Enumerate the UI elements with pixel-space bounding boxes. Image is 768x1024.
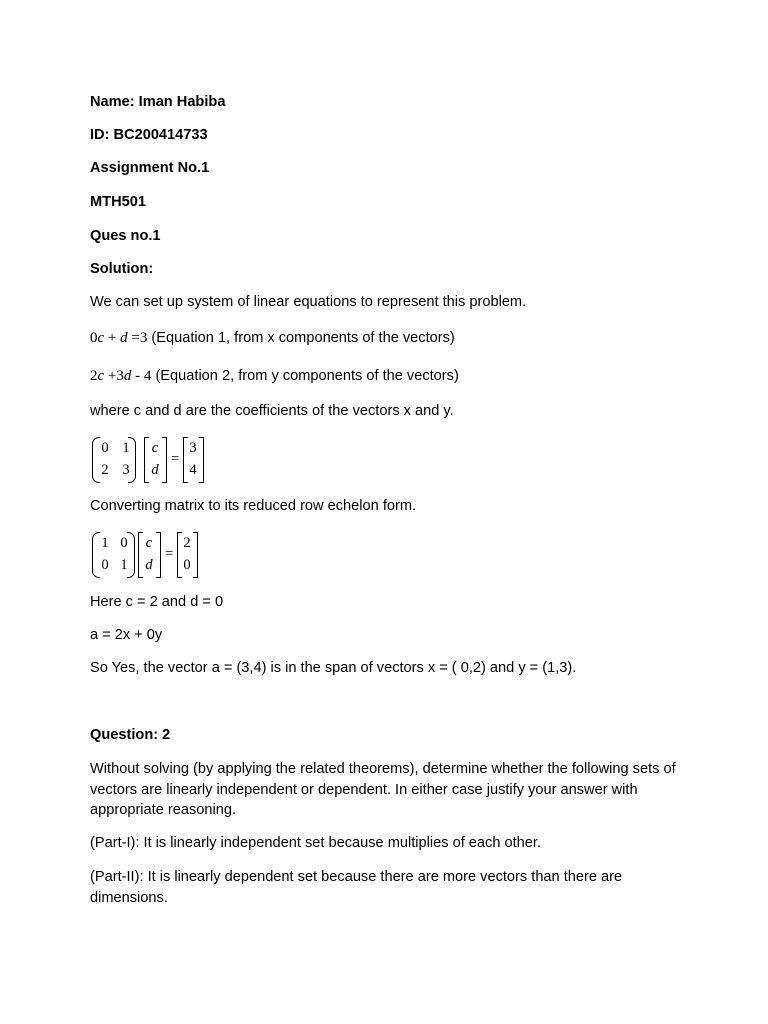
a-equation: a = 2x + 0y <box>90 627 163 643</box>
vector-cell: c <box>145 535 153 551</box>
name-line: Name: Iman Habiba <box>90 94 226 110</box>
matrix-cell: 0 <box>101 440 109 456</box>
matrix-cell: 0 <box>120 535 128 551</box>
solution-heading: Solution: <box>90 261 154 277</box>
matrix-cell: 1 <box>101 535 109 551</box>
equation-1-description: (Equation 1, from x components of the vectors) <box>147 330 455 346</box>
part-2-answer: (Part-II): It is linearly dependent set because there are more vectors than there are dimensions. <box>90 869 623 906</box>
matrix-equation-1 <box>90 437 210 481</box>
equation-1 <box>90 329 455 347</box>
assignment-line: Assignment No.1 <box>90 160 210 176</box>
equation-2 <box>90 367 459 385</box>
equation-1-formula: 0c + d =3 <box>90 330 148 346</box>
course-line: MTH501 <box>90 194 146 210</box>
question-2-heading: Question: 2 <box>90 727 171 743</box>
id-line: ID: BC200414733 <box>90 127 208 143</box>
equation-2-formula: 2c +3d - 4 <box>90 368 152 384</box>
matrix-equation-2 <box>90 532 200 576</box>
vector-cell: d <box>145 557 153 573</box>
matrix-cell: 1 <box>120 557 128 573</box>
result-text: Here c = 2 and d = 0 <box>90 594 224 610</box>
question-2-prompt: Without solving (by applying the related theorems), determine whether the following sets of vectors are linearly independent or dependent. In either case justify your answer with appropriate reasoning. <box>90 761 676 818</box>
constant-vector <box>177 532 197 576</box>
converting-text: Converting matrix to its reduced row echelon form. <box>90 498 417 514</box>
intro-text: We can set up system of linear equations to represent this problem. <box>90 294 527 310</box>
variable-vector <box>138 532 160 576</box>
equals-sign: = <box>165 546 174 562</box>
matrix-cell: 2 <box>101 462 109 478</box>
matrix-cell: 1 <box>122 440 130 456</box>
vector-cell: d <box>151 462 159 478</box>
matrix-cell: 0 <box>101 557 109 573</box>
coefficient-matrix <box>92 437 134 481</box>
question-1-heading: Ques no.1 <box>90 228 161 244</box>
vector-cell: 3 <box>189 440 197 456</box>
vector-cell: 0 <box>183 557 191 573</box>
equals-sign: = <box>171 451 180 467</box>
where-text: where c and d are the coefficients of the vectors x and y. <box>90 403 454 419</box>
identity-matrix <box>92 532 134 576</box>
conclusion-text: So Yes, the vector a = (3,4) is in the span of vectors x = ( 0,2) and y = (1,3). <box>90 660 577 676</box>
constant-vector <box>183 437 203 481</box>
matrix-cell: 3 <box>122 462 130 478</box>
part-1-answer: (Part-I): It is linearly independent set because multiplies of each other. <box>90 835 542 851</box>
variable-vector <box>144 437 166 481</box>
equation-2-description: (Equation 2, from y components of the vectors) <box>151 368 459 384</box>
vector-cell: 2 <box>183 535 191 551</box>
vector-cell: c <box>151 440 159 456</box>
vector-cell: 4 <box>189 462 197 478</box>
